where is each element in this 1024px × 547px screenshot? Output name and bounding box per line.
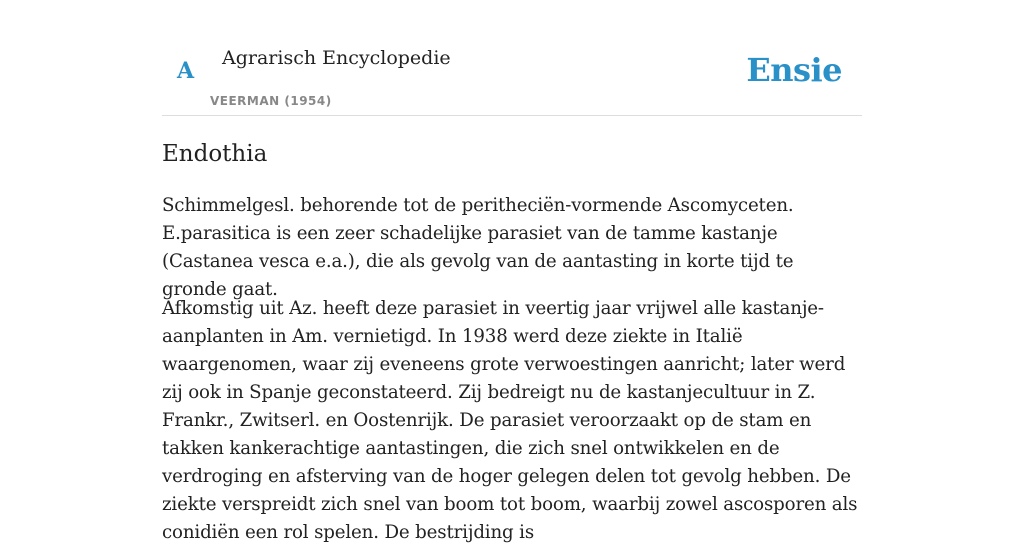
- entry-title: Endothia: [162, 141, 268, 167]
- book-title-link[interactable]: Agrarisch Encyclopedie: [222, 47, 451, 69]
- entry-page: [162, 0, 862, 543]
- entry-paragraph-2: Afkomstig uit Az. heeft deze parasiet in veertig jaar vrijwel alle kastanje-aanplanten in Am. vernietigd. In 1938 werd deze ziekte in Italië waargenomen, waar zij eveneens grote verwoestingen aanricht; later werd zij ook in Spanje geconstateerd. Zij bedreigt nu de kastanjecultuur in Z. Frankr., Zwitserl. en Oostenrijk. De parasiet veroorzaakt op de stam en takken kankerachtige aantastingen, die zich snel ontwikkelen en de verdroging en afsterving van de hoger gelegen delen tot gevolg hebben. De ziekte verspreidt zich snel van boom tot boom, waarbij zowel ascosporen als conidiën een rol spelen. De bestrijding is: [162, 298, 858, 543]
- ensie-logo[interactable]: Ensie: [746, 51, 842, 89]
- letter-index-link[interactable]: A: [177, 58, 195, 84]
- book-author: VEERMAN (1954): [210, 94, 332, 108]
- book-header: [162, 0, 862, 116]
- entry-paragraph-1: Schimmelgesl. behorende tot de peritheciën-vormende Ascomyceten. E.parasitica is een zeer schadelijke parasiet van de tamme kastanje (Castanea vesca e.a.), die als gevolg van de aantasting in korte tijd te gronde gaat.: [162, 195, 794, 300]
